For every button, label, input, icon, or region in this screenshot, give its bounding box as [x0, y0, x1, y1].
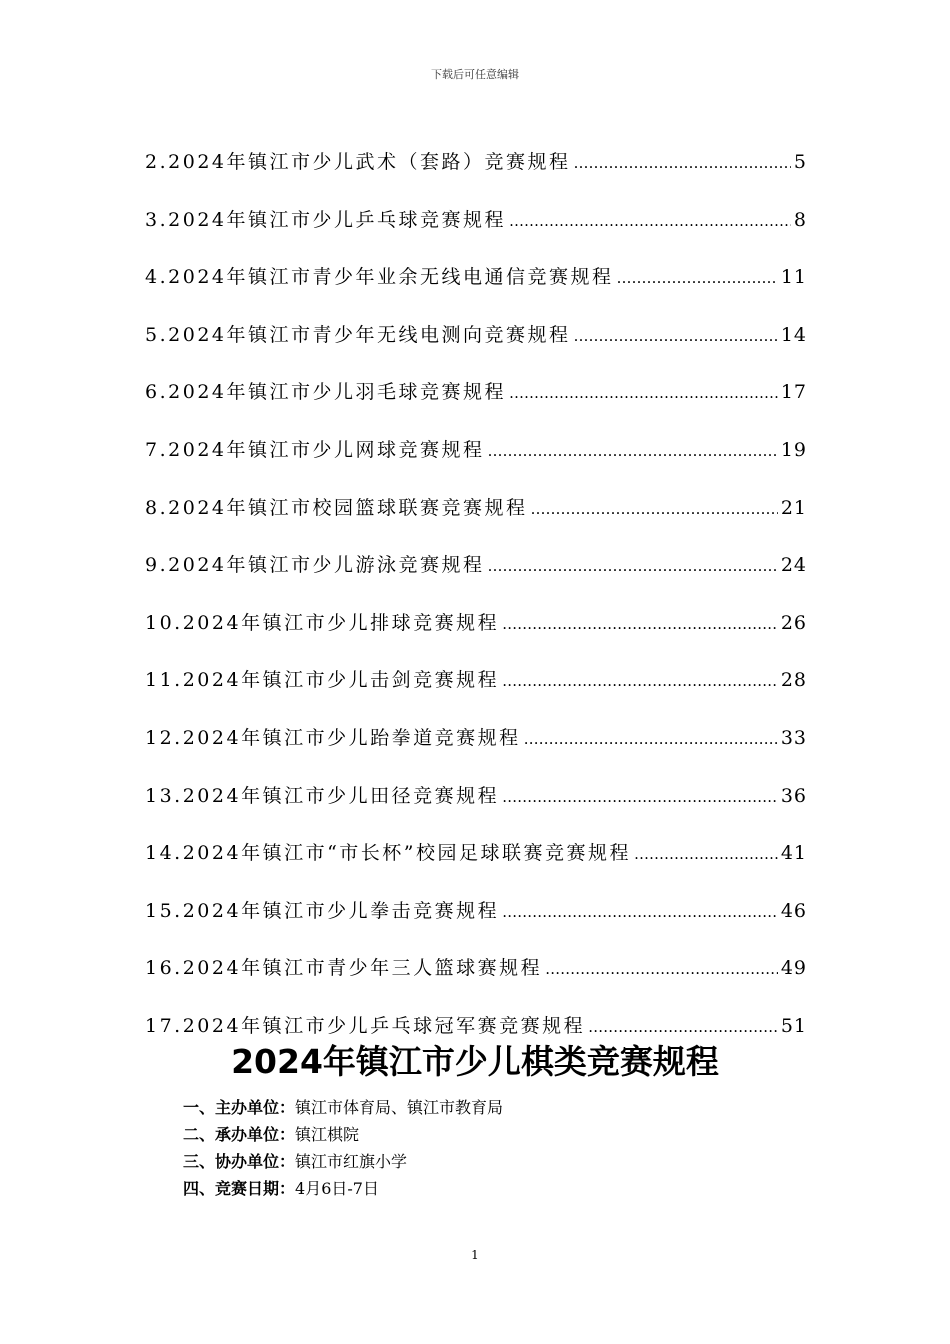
- toc-number: 13.: [145, 784, 183, 807]
- toc-title: 2024年镇江市少儿田径竞赛规程: [182, 784, 500, 807]
- info-label: 四、竞赛日期：: [183, 1179, 296, 1198]
- toc-leader-dots: [531, 490, 778, 528]
- toc-entry[interactable]: [145, 546, 807, 604]
- toc-leader-dots: [509, 202, 791, 240]
- toc-number: 7.: [145, 438, 169, 461]
- toc-page-number: 49: [780, 957, 807, 980]
- toc-number: 9.: [145, 554, 169, 577]
- document-title: 2024年镇江市少儿棋类竞赛规程: [231, 1042, 719, 1081]
- toc-number: 2.: [145, 151, 169, 173]
- toc-number: 5.: [145, 323, 169, 346]
- toc-title: 2024年镇江市少儿拳击竞赛规程: [182, 899, 500, 922]
- toc-title: 2024年镇江市青少年业余无线电通信竞赛规程: [168, 266, 614, 289]
- toc-title: 2024年镇江市青少年无线电测向竞赛规程: [168, 323, 571, 346]
- toc-title: 2024年镇江市校园篮球联赛竞赛规程: [168, 496, 528, 519]
- toc-page-number: 17: [780, 381, 807, 404]
- toc-title: 2024年镇江市少儿游泳竞赛规程: [168, 554, 485, 577]
- toc-page-number: 46: [780, 899, 807, 922]
- toc-leader-dots: [502, 778, 778, 816]
- table-of-contents: [145, 143, 807, 1065]
- page-number: 1: [471, 1248, 479, 1262]
- toc-title: 2024年镇江市少儿乒乓球竞赛规程: [168, 208, 506, 231]
- toc-leader-dots: [509, 374, 778, 412]
- toc-page-number: 14: [780, 323, 807, 346]
- info-label: 三、协办单位：: [183, 1152, 296, 1171]
- toc-number: 10.: [145, 611, 183, 634]
- toc-page-number: 26: [780, 611, 807, 634]
- toc-leader-dots: [488, 432, 778, 470]
- toc-leader-dots: [502, 605, 778, 643]
- toc-entry[interactable]: [145, 201, 807, 259]
- toc-page-number: 36: [780, 784, 807, 807]
- toc-leader-dots: [502, 893, 778, 931]
- toc-page-number: 28: [780, 669, 807, 692]
- toc-number: 15.: [145, 899, 183, 922]
- info-row-organizer: [183, 1094, 503, 1121]
- toc-page-number: 24: [780, 554, 807, 577]
- toc-title: 2024年镇江市“市长杯”校园足球联赛竞赛规程: [182, 842, 632, 865]
- toc-title: 2024年镇江市少儿武术（套路）竞赛规程: [168, 151, 571, 173]
- toc-leader-dots: [574, 144, 791, 182]
- toc-entry[interactable]: [145, 661, 807, 719]
- toc-entry[interactable]: [145, 431, 807, 489]
- info-value: 镇江市体育局、镇江市教育局: [295, 1098, 504, 1117]
- toc-leader-dots: [488, 547, 778, 585]
- info-label: 二、承办单位：: [183, 1125, 296, 1144]
- toc-leader-dots: [502, 662, 778, 700]
- info-value: 镇江棋院: [295, 1125, 360, 1144]
- toc-page-number: 51: [780, 1014, 807, 1037]
- toc-page-number: 41: [780, 842, 807, 865]
- toc-entry[interactable]: [145, 258, 807, 316]
- toc-number: 17.: [145, 1014, 183, 1037]
- toc-page-number: 33: [780, 726, 807, 749]
- toc-entry[interactable]: [145, 719, 807, 777]
- toc-entry[interactable]: [145, 834, 807, 892]
- toc-title: 2024年镇江市少儿羽毛球竞赛规程: [168, 381, 506, 404]
- toc-page-number: 8: [793, 208, 807, 231]
- toc-title: 2024年镇江市少儿网球竞赛规程: [168, 438, 485, 461]
- toc-leader-dots: [634, 835, 778, 873]
- toc-number: 12.: [145, 726, 183, 749]
- toc-leader-dots: [617, 259, 778, 297]
- toc-title: 2024年镇江市少儿排球竞赛规程: [182, 611, 500, 634]
- toc-entry[interactable]: [145, 143, 807, 201]
- toc-title: 2024年镇江市少儿击剑竞赛规程: [182, 669, 500, 692]
- toc-leader-dots: [524, 720, 778, 758]
- info-row-host: [183, 1121, 503, 1148]
- info-value: 4月6日-7日: [295, 1179, 379, 1198]
- toc-page-number: 21: [780, 496, 807, 519]
- toc-title: 2024年镇江市少儿跆拳道竞赛规程: [182, 726, 521, 749]
- toc-leader-dots: [545, 950, 778, 988]
- toc-entry[interactable]: [145, 489, 807, 547]
- info-value: 镇江市红旗小学: [295, 1152, 408, 1171]
- toc-leader-dots: [574, 317, 778, 355]
- toc-number: 6.: [145, 381, 169, 404]
- header-note: 下载后可任意编辑: [431, 68, 519, 81]
- toc-title: 2024年镇江市少儿乒乓球冠军赛竞赛规程: [182, 1014, 586, 1037]
- info-label: 一、主办单位：: [183, 1098, 296, 1117]
- toc-title: 2024年镇江市青少年三人篮球赛规程: [182, 957, 543, 980]
- toc-page-number: 11: [780, 266, 807, 289]
- toc-entry[interactable]: [145, 604, 807, 662]
- info-row-co-organizer: [183, 1148, 503, 1175]
- toc-page-number: 5: [793, 151, 807, 173]
- toc-entry[interactable]: [145, 949, 807, 1007]
- toc-number: 3.: [145, 208, 169, 231]
- info-block: [183, 1094, 503, 1202]
- toc-entry[interactable]: [145, 777, 807, 835]
- toc-entry[interactable]: [145, 316, 807, 374]
- info-row-date: [183, 1175, 503, 1202]
- toc-entry[interactable]: [145, 892, 807, 950]
- toc-page-number: 19: [780, 438, 807, 461]
- toc-number: 8.: [145, 496, 169, 519]
- toc-number: 16.: [145, 957, 183, 980]
- toc-number: 11.: [145, 669, 183, 692]
- toc-number: 14.: [145, 842, 183, 865]
- toc-entry[interactable]: [145, 373, 807, 431]
- toc-number: 4.: [145, 266, 169, 289]
